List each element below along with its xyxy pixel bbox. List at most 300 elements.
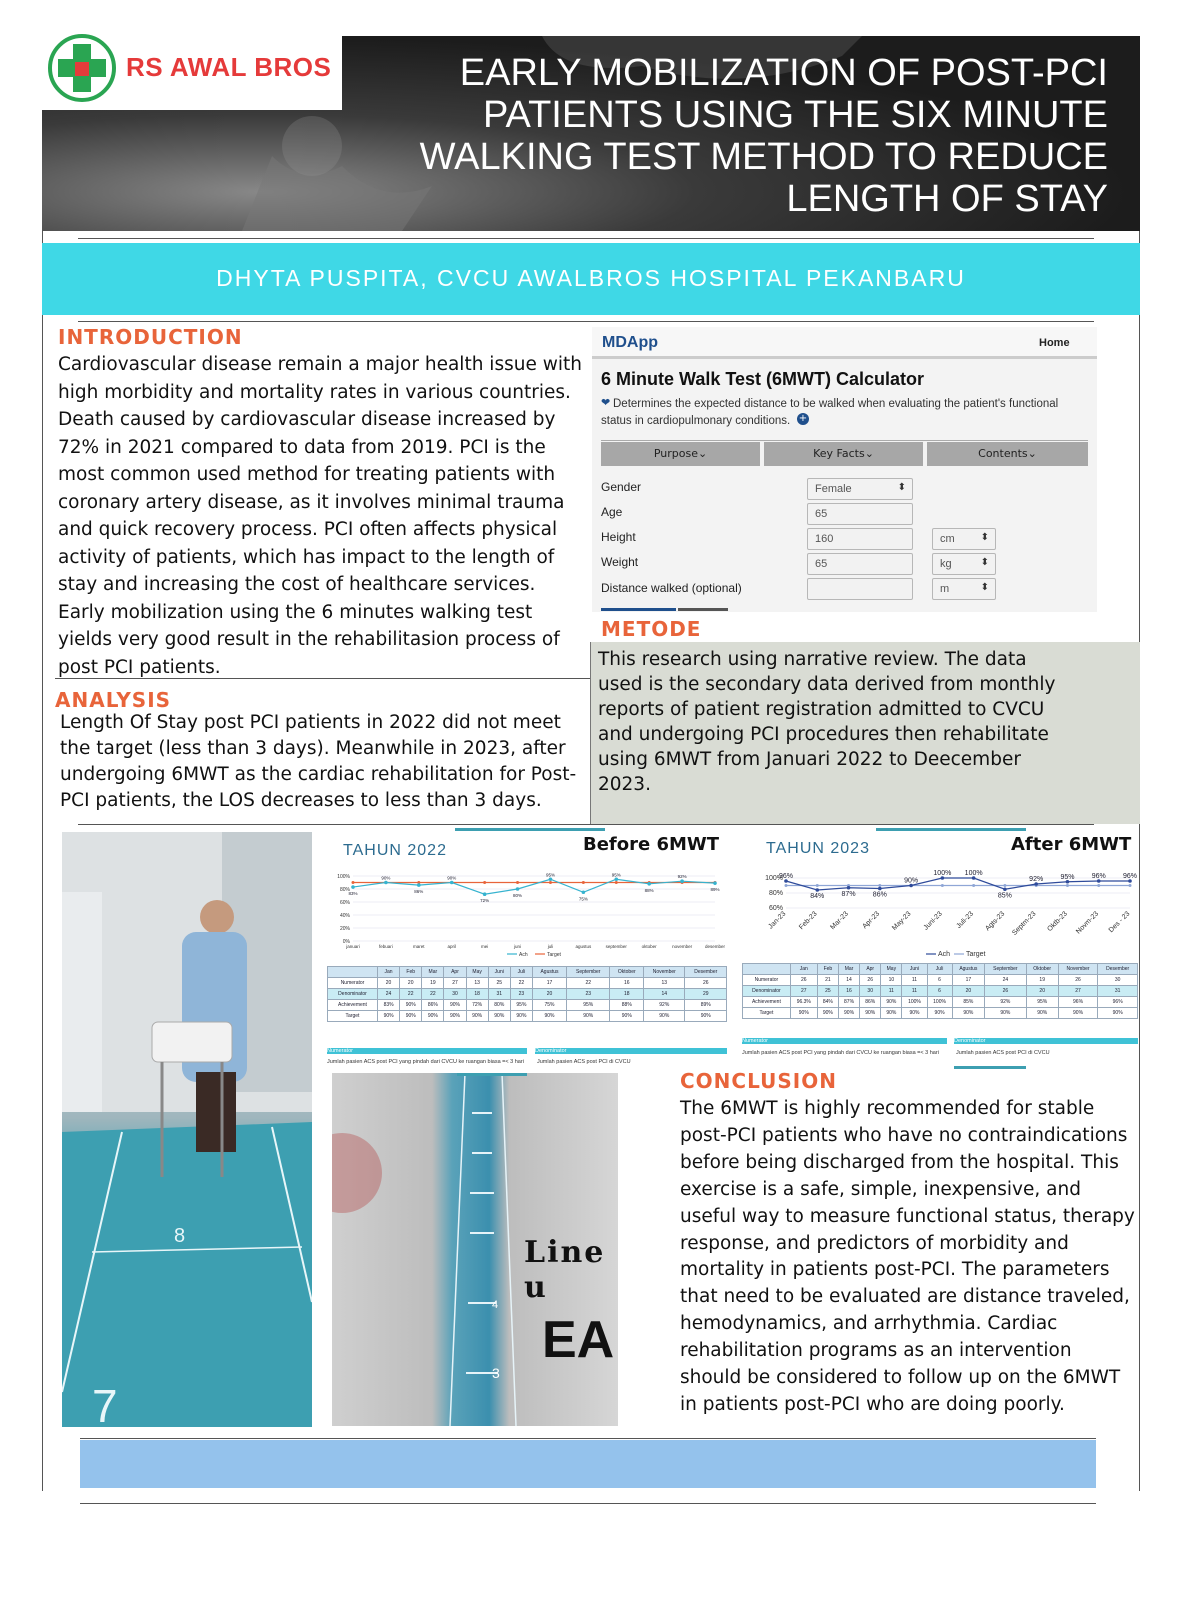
table-cell: 100%: [927, 997, 952, 1008]
y-tick-label: 60%: [768, 905, 783, 912]
table-cell: 31: [1098, 986, 1138, 997]
y-tick-label: 0%: [342, 939, 350, 945]
series-line-ach: [786, 878, 1130, 890]
table-cell: 90%: [1026, 1008, 1058, 1019]
ach-point: [1003, 887, 1007, 891]
table-cell: 17: [532, 978, 566, 989]
table-cell: May: [466, 967, 488, 978]
target-point: [1097, 884, 1100, 887]
home-link[interactable]: Home: [1039, 337, 1070, 349]
target-point: [352, 881, 355, 884]
ach-point: [680, 879, 684, 883]
gender-select-value: Female: [815, 483, 852, 495]
table-cell: 11: [902, 986, 927, 997]
legend-label-target: Target: [966, 951, 986, 958]
data-label: 100%: [964, 870, 983, 877]
table-cell: 85%: [952, 997, 985, 1008]
table-cell: 90%: [881, 997, 902, 1008]
table-cell: 31: [488, 989, 510, 1000]
ach-point: [384, 881, 388, 885]
table-cell: 90%: [466, 1011, 488, 1022]
divider: [78, 238, 1094, 239]
table-cell: 90%: [685, 1011, 727, 1022]
y-tick-label: 100%: [337, 874, 350, 880]
table-row: [328, 978, 727, 989]
table-cell: 30: [444, 989, 466, 1000]
distance-label: Distance walked (optional): [601, 581, 742, 595]
title-line-3: WALKING TEST METHOD TO REDUCE: [419, 136, 1108, 178]
table-cell: Agustus: [532, 967, 566, 978]
data-label: 96%: [1091, 873, 1106, 880]
weight-unit-select[interactable]: [932, 553, 996, 575]
note-denominator-desc: Jumlah pasien ACS post PCI di CVCU: [956, 1050, 1050, 1056]
data-label: 92%: [1029, 876, 1044, 883]
table-cell: 11: [881, 986, 902, 997]
table-cell: 90%: [790, 1008, 817, 1019]
table-cell: September: [567, 967, 610, 978]
x-tick-label: juli: [547, 944, 554, 949]
calculator-subtitle: Determines the expected distance to be walked when evaluating the patient's functional status in cardiopulmonary conditions.: [601, 398, 1059, 427]
conclusion-heading: CONCLUSION: [680, 1069, 837, 1093]
x-tick-label: oktober: [641, 944, 657, 949]
x-tick-label: april: [447, 944, 456, 949]
svg-text:3: 3: [492, 1365, 500, 1381]
table-cell: 25: [488, 978, 510, 989]
table-cell: September: [985, 964, 1027, 975]
table-cell: 90%: [444, 1011, 466, 1022]
data-label: 86%: [414, 889, 424, 895]
divider: [78, 824, 1094, 825]
target-point: [972, 884, 975, 887]
table-cell: 20: [952, 986, 985, 997]
top-accent-bar: [457, 1073, 527, 1076]
table-cell: 92%: [985, 997, 1027, 1008]
table-cell: 23: [567, 989, 610, 1000]
svg-text:4: 4: [492, 1299, 499, 1311]
gender-select[interactable]: [807, 478, 913, 500]
mdapp-logo[interactable]: MDApp: [602, 334, 658, 351]
divider: [55, 678, 590, 679]
table-cell: 25: [817, 986, 838, 997]
data-label: 89%: [710, 887, 720, 893]
x-tick-label: Feb-23: [798, 910, 819, 932]
logo-text: RS AWAL BROS: [126, 52, 332, 82]
note-numerator-desc: Jumlah pasien ACS post PCI yang pindah dari CVCU ke ruangan biasa =< 3 hari: [327, 1059, 524, 1065]
note-numerator: Numerator: [742, 1038, 947, 1044]
table-cell: 90%: [400, 1011, 422, 1022]
x-tick-label: agustus: [575, 944, 592, 949]
table-cell: 89%: [685, 1000, 727, 1011]
table-row: [328, 1011, 727, 1022]
table-cell: 96.3%: [790, 997, 817, 1008]
data-label: 92%: [677, 874, 687, 880]
table-cell: Juli: [510, 967, 532, 978]
note-numerator: Numerator: [327, 1048, 527, 1054]
note-denominator: Denominator: [954, 1038, 1138, 1044]
data-label: 80%: [513, 893, 523, 898]
table-cell: 90%: [1098, 1008, 1138, 1019]
table-cell: 90%: [488, 1011, 510, 1022]
height-input[interactable]: 160: [807, 528, 913, 550]
track-overlay-text-2: EA: [542, 1311, 615, 1369]
x-tick-label: januari: [346, 944, 360, 949]
table-cell: Target: [328, 1011, 378, 1022]
legend-label-ach: Ach: [519, 952, 528, 958]
table-cell: 95%: [510, 1000, 532, 1011]
data-label: 100%: [933, 870, 952, 877]
chevron-down-icon: ⌄: [1027, 447, 1037, 460]
table-cell: 90%: [510, 1011, 532, 1022]
table-cell: 84%: [817, 997, 838, 1008]
tab-key-facts-label: Key Facts: [813, 447, 865, 460]
table-row: [743, 997, 1138, 1008]
data-label: 83%: [348, 891, 358, 897]
target-point: [1003, 884, 1006, 887]
table-cell: 26: [1058, 975, 1098, 986]
chart-2023-title: TAHUN 2023: [766, 840, 870, 857]
table-cell: 14: [644, 989, 685, 1000]
table-row: [328, 989, 727, 1000]
svg-text:8: 8: [174, 1225, 186, 1247]
distance-unit-value: m: [940, 583, 950, 595]
chevron-down-icon: ⌄: [697, 447, 708, 460]
x-tick-label: maret: [413, 944, 425, 949]
ach-point: [450, 881, 454, 885]
data-label: 96%: [778, 873, 794, 880]
conclusion-text: The 6MWT is highly recommended for stable post-PCI patients who have no contraindications before being discharged from the hospital. This exercise is a safe, simple, inexpensive, and useful way to measure functional status, therapy response, and predictors of morbidity and mortality in patients post-PCI. The parameters that need to be evaluated are distance traveled, hemodynamics, and arrhythmia. Cardiac rehabilitation programs as an intervention should be considered to follow up on the 6MWT in patients post-PCI who are doing poorly.: [680, 1098, 1135, 1415]
svg-text:7: 7: [92, 1380, 118, 1427]
x-tick-label: febuari: [379, 944, 393, 949]
y-tick-label: 80%: [339, 887, 350, 893]
x-tick-label: juni: [514, 944, 522, 949]
x-tick-label: Juni-23: [922, 910, 944, 932]
divider: [80, 1503, 1096, 1504]
legend-label-ach: Ach: [938, 951, 951, 958]
series-line-ach: [353, 879, 715, 894]
weight-input[interactable]: 65: [807, 553, 913, 575]
table-cell: 90%: [860, 1008, 881, 1019]
analysis-heading: ANALYSIS: [55, 688, 172, 712]
plus-circle-icon[interactable]: +: [798, 413, 808, 424]
table-cell: Juni: [902, 964, 927, 975]
table-cell: Jan: [378, 967, 400, 978]
table-cell: 90%: [400, 1000, 422, 1011]
data-label: 86%: [872, 891, 887, 899]
ach-point: [351, 885, 355, 889]
table-cell: 30: [1098, 975, 1138, 986]
footer-bar: [80, 1440, 1096, 1488]
table-row: [743, 975, 1138, 986]
chart-2022-table: [327, 966, 727, 1022]
divider: [80, 1438, 1096, 1439]
data-label: 72%: [480, 898, 490, 904]
age-input[interactable]: 65: [807, 503, 913, 525]
x-tick-label: desember: [704, 944, 726, 949]
divider: [78, 321, 1094, 322]
table-header-row: [328, 967, 727, 978]
y-tick-label: 100%: [765, 875, 783, 882]
hospital-cross-logo-icon: [48, 34, 116, 102]
ach-point: [847, 886, 851, 890]
table-cell: 22: [510, 978, 532, 989]
table-cell: 90%: [881, 1008, 902, 1019]
table-cell: 18: [466, 989, 488, 1000]
table-cell: Juni: [488, 967, 510, 978]
table-cell: 75%: [532, 1000, 566, 1011]
table-cell: 30: [860, 986, 881, 997]
table-cell: Feb: [817, 964, 838, 975]
table-cell: 26: [860, 975, 881, 986]
x-tick-label: november: [672, 944, 693, 949]
x-tick-label: mei: [481, 944, 489, 949]
table-cell: 11: [902, 975, 927, 986]
table-cell: 21: [817, 975, 838, 986]
table-cell: 72%: [466, 1000, 488, 1011]
table-cell: 96%: [1098, 997, 1138, 1008]
target-point: [816, 884, 819, 887]
table-cell: Feb: [400, 967, 422, 978]
table-cell: 29: [685, 989, 727, 1000]
data-label: 90%: [904, 877, 919, 885]
table-cell: 90%: [644, 1011, 685, 1022]
table-cell: 96%: [1058, 997, 1098, 1008]
table-cell: 19: [1026, 975, 1058, 986]
chart-2022-panel: [327, 828, 732, 1072]
analysis-text: Length Of Stay post PCI patients in 2022 did not meet the target (less than 3 days). Meanwhile in 2023, after undergoing 6MWT as the cardiac rehabilitation for Post-PCI patients, the LOS decreases to less than 3 days.: [60, 712, 577, 811]
table-cell: Juli: [927, 964, 952, 975]
x-tick-label: Oktb-23: [1046, 910, 1069, 934]
ach-point: [713, 881, 717, 885]
underline-decoration: [601, 608, 676, 611]
table-cell: 20: [532, 989, 566, 1000]
title-line-2: PATIENTS USING THE SIX MINUTE: [483, 94, 1108, 136]
patient-walking-photo: [62, 832, 312, 1427]
data-label: 90%: [381, 875, 391, 881]
table-cell: 22: [400, 989, 422, 1000]
table-cell: Numerator: [328, 978, 378, 989]
table-cell: 22: [422, 989, 444, 1000]
heart-icon: ❤: [601, 396, 611, 409]
x-tick-label: Mar-23: [829, 910, 850, 932]
y-tick-label: 20%: [339, 926, 350, 932]
data-label: 95%: [545, 872, 555, 878]
introduction-text: Cardiovascular disease remain a major health issue with high morbidity and mortality rates in various countries. Death caused by cardiovascular disease increased by 72% in 2021 compared to data from 2019. PCI is the most common used method for treating patients with coronary artery disease, as it involves minimal trauma and quick recovery process. PCI often affects physical activity of patients, which has impact to the length of stay and increasing the cost of healthcare services. Early mobilization using the 6 minutes walking test yields very good result in the rehabilitasion process of post PCI patients.: [58, 354, 582, 678]
target-point: [516, 881, 519, 884]
table-row: [743, 986, 1138, 997]
table-cell: 95%: [567, 1000, 610, 1011]
corridor-illustration: [62, 832, 312, 1427]
table-cell: 24: [985, 975, 1027, 986]
data-label: 87%: [841, 890, 856, 898]
table-cell: 95%: [1026, 997, 1058, 1008]
table-cell: [328, 967, 378, 978]
mdapp-topbar: [592, 327, 1097, 359]
table-cell: Desember: [1098, 964, 1138, 975]
table-cell: 10: [881, 975, 902, 986]
target-point: [1066, 884, 1069, 887]
left-border: [42, 231, 43, 1491]
table-cell: Denominator: [743, 986, 791, 997]
table-cell: 6: [927, 975, 952, 986]
table-row: [328, 1000, 727, 1011]
table-cell: Jan: [790, 964, 817, 975]
target-point: [785, 884, 788, 887]
table-cell: 27: [444, 978, 466, 989]
table-cell: 92%: [644, 1000, 685, 1011]
note-denominator: Denominator: [535, 1048, 727, 1054]
note-numerator-desc: Jumlah pasien ACS post PCI yang pindah dari CVCU ke ruangan biasa =< 3 hari: [742, 1050, 939, 1056]
mdapp-screenshot: [592, 327, 1097, 612]
data-label: 75%: [578, 896, 588, 902]
table-cell: 20: [400, 978, 422, 989]
chart-2022-badge: Before 6MWT: [583, 834, 720, 855]
ach-point: [815, 888, 819, 892]
table-cell: 14: [838, 975, 859, 986]
top-accent-bar: [876, 828, 1026, 831]
data-label: 96%: [1122, 873, 1138, 880]
track-photo: [332, 1073, 618, 1426]
x-tick-label: Jan-23: [767, 910, 788, 931]
table-cell: Achievement: [743, 997, 791, 1008]
table-cell: November: [1058, 964, 1098, 975]
chart-2022-title: TAHUN 2022: [343, 842, 447, 859]
target-point: [1129, 884, 1132, 887]
top-accent-bar: [455, 828, 605, 831]
table-cell: 86%: [860, 997, 881, 1008]
table-cell: Desember: [685, 967, 727, 978]
table-row: [743, 1008, 1138, 1019]
table-cell: 17: [952, 975, 985, 986]
table-cell: 80%: [488, 1000, 510, 1011]
table-cell: 83%: [378, 1000, 400, 1011]
author-line: DHYTA PUSPITA, CVCU AWALBROS HOSPITAL PEKANBARU: [216, 265, 966, 291]
x-tick-label: Apr-23: [861, 910, 882, 931]
target-point: [878, 884, 881, 887]
table-cell: 90%: [952, 1008, 985, 1019]
y-tick-label: 40%: [339, 913, 350, 919]
table-cell: Apr: [444, 967, 466, 978]
calculator-title: 6 Minute Walk Test (6MWT) Calculator: [601, 369, 925, 389]
table-cell: Apr: [860, 964, 881, 975]
table-cell: 24: [378, 989, 400, 1000]
note-denominator-desc: Jumlah pasien ACS post PCI di CVCU: [537, 1059, 631, 1065]
table-cell: 13: [466, 978, 488, 989]
bottom-accent-bar: [954, 1066, 1026, 1069]
data-label: 95%: [1060, 873, 1075, 881]
table-cell: 90%: [985, 1008, 1027, 1019]
x-tick-label: september: [605, 944, 627, 949]
table-cell: 26: [685, 978, 727, 989]
table-cell: 18: [610, 989, 644, 1000]
track-overlay-text-1: Line u: [524, 1235, 606, 1305]
table-cell: 90%: [444, 1000, 466, 1011]
title-line-1: EARLY MOBILIZATION OF POST-PCI: [459, 52, 1108, 94]
table-cell: 90%: [902, 1008, 927, 1019]
table-cell: Mar: [838, 964, 859, 975]
tab-key-facts[interactable]: [764, 442, 923, 466]
table-cell: Agustus: [952, 964, 985, 975]
gender-label: Gender: [601, 480, 642, 494]
chart-2023-table: [742, 963, 1138, 1019]
target-point: [483, 881, 486, 884]
ach-point: [647, 882, 651, 886]
table-header-row: [743, 964, 1138, 975]
table-cell: May: [881, 964, 902, 975]
ach-point: [582, 890, 586, 894]
tab-contents-label: Contents: [978, 447, 1028, 460]
table-cell: 26: [985, 986, 1027, 997]
x-tick-label: Agts-23: [984, 910, 1007, 933]
chart-2023-svg: [736, 868, 1138, 963]
distance-input[interactable]: [807, 578, 913, 600]
table-cell: 90%: [567, 1011, 610, 1022]
target-point: [549, 881, 552, 884]
title-line-4: LENGTH OF STAY: [786, 178, 1108, 220]
chart-2023-badge: After 6MWT: [1011, 834, 1132, 855]
table-cell: 23: [510, 989, 532, 1000]
table-cell: 100%: [902, 997, 927, 1008]
table-cell: 16: [610, 978, 644, 989]
table-cell: 16: [838, 986, 859, 997]
y-tick-label: 80%: [768, 890, 783, 897]
tab-purpose[interactable]: [601, 442, 760, 466]
table-cell: [743, 964, 791, 975]
table-cell: 90%: [1058, 1008, 1098, 1019]
table-cell: 27: [790, 986, 817, 997]
target-point: [941, 884, 944, 887]
data-label: 90%: [447, 875, 457, 881]
chevron-down-icon: ⌄: [864, 447, 874, 460]
weight-label: Weight: [601, 555, 639, 569]
table-cell: 26: [790, 975, 817, 986]
table-cell: 90%: [817, 1008, 838, 1019]
x-tick-label: Septm-23: [1011, 910, 1038, 937]
table-cell: Oktober: [610, 967, 644, 978]
table-cell: November: [644, 967, 685, 978]
table-cell: 6: [927, 986, 952, 997]
poster-title: [348, 52, 1108, 220]
weight-unit-value: kg: [940, 558, 952, 570]
chart-2023-panel: [736, 828, 1138, 1072]
ach-point: [878, 887, 882, 891]
table-cell: 90%: [838, 1008, 859, 1019]
table-cell: 90%: [422, 1011, 444, 1022]
ach-point: [614, 877, 618, 881]
table-cell: 20: [1026, 986, 1058, 997]
x-tick-label: May-23: [891, 910, 913, 932]
data-label: 88%: [644, 887, 654, 893]
ach-point: [549, 877, 553, 881]
table-cell: 13: [644, 978, 685, 989]
age-label: Age: [601, 505, 623, 519]
ach-point: [483, 892, 487, 896]
introduction-heading: INTRODUCTION: [58, 325, 243, 349]
table-cell: Oktober: [1026, 964, 1058, 975]
table-cell: 27: [1058, 986, 1098, 997]
data-label: 84%: [810, 893, 825, 900]
table-cell: Target: [743, 1008, 791, 1019]
metode-text: This research using narrative review. The data used is the secondary data derived from monthly reports of patient registration admitted to CVCU and undergoing PCI procedures then rehabilitate using 6MWT from Januari 2022 to Deecember 2023.: [598, 649, 1056, 795]
x-tick-label: Juli-23: [955, 910, 976, 930]
x-tick-label: Des - 23: [1107, 910, 1132, 935]
distance-unit-select[interactable]: [932, 578, 996, 600]
tab-contents[interactable]: [927, 442, 1088, 466]
table-cell: 20: [378, 978, 400, 989]
ach-point: [516, 887, 520, 891]
height-unit-select[interactable]: [932, 528, 996, 550]
table-cell: Numerator: [743, 975, 791, 986]
data-label: 85%: [997, 892, 1012, 900]
